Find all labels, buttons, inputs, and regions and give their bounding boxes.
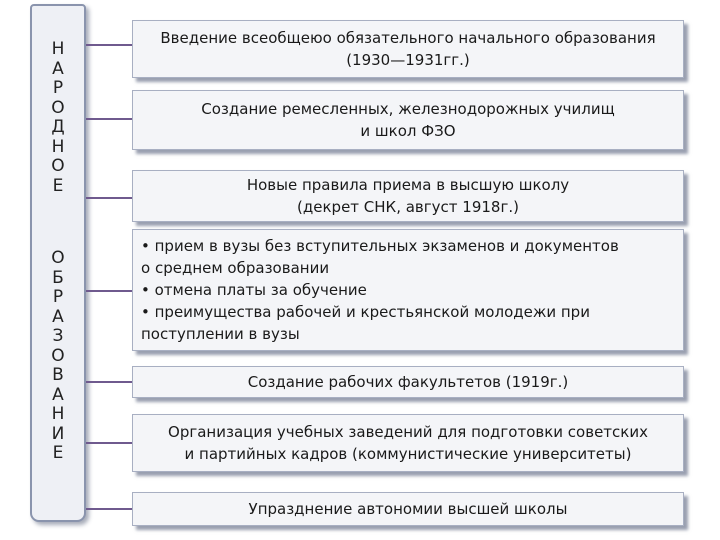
letter: О	[51, 156, 65, 176]
box-text-line: (1930—1931гг.)	[346, 51, 470, 69]
box-text-line: и школ ФЗО	[360, 122, 456, 140]
letter: А	[52, 306, 64, 327]
letter: З	[52, 326, 64, 346]
vertical-title-bar	[30, 4, 86, 522]
box-text-line: • прием в вузы без вступительных экзаменов и документов	[141, 237, 619, 255]
letter: Н	[51, 39, 65, 59]
connector-line	[86, 290, 132, 292]
connector-line	[86, 442, 132, 444]
letter: О	[51, 345, 65, 366]
connector-line	[86, 508, 132, 510]
letter: О	[51, 97, 65, 118]
letter: Д	[51, 117, 65, 137]
box-party-schools	[132, 414, 684, 472]
box-text-line: (декрет СНК, август 1918г.)	[297, 198, 519, 216]
box-text-line: Введение всеобщеюо обязательного начального образования	[160, 29, 656, 47]
box-workers-faculties	[132, 366, 684, 398]
letter: Р	[52, 78, 64, 98]
letter: Р	[52, 287, 64, 307]
box-text-line: Новые правила приема в высшую школу	[246, 176, 570, 194]
letter: Е	[52, 175, 64, 196]
letter: Е	[52, 443, 64, 463]
box-admission-details	[132, 229, 684, 351]
box-admission-rules	[132, 170, 684, 222]
box-text-line: • преимущества рабочей и крестьянской молодежи при	[141, 303, 590, 321]
connector-line	[86, 197, 132, 199]
connector-line	[86, 118, 132, 120]
box-text-line: Создание ремесленных, железнодорожных училищ	[201, 100, 615, 118]
letter: О	[51, 248, 65, 268]
letter: А	[52, 384, 64, 405]
box-universal-primary-education	[132, 20, 684, 78]
letter: В	[52, 365, 64, 385]
box-text-line: поступлении в вузы	[141, 325, 300, 343]
connector-line	[86, 44, 132, 46]
letter: И	[51, 423, 65, 444]
vertical-word-narodnoe	[32, 40, 84, 196]
box-vocational-schools	[132, 90, 684, 150]
box-text-line: • отмена платы за обучение	[141, 281, 367, 299]
vertical-word-obrazovanie	[32, 249, 84, 464]
box-text-line: Создание рабочих факультетов (1919г.)	[247, 373, 569, 391]
box-abolition-autonomy	[132, 492, 684, 526]
connector-line	[86, 381, 132, 383]
letter: Н	[51, 404, 65, 424]
letter: Б	[52, 267, 64, 288]
letter: А	[52, 58, 64, 79]
box-text-line: Организация учебных заведений для подготовки советских	[168, 423, 648, 441]
box-text-line: и партийных кадров (коммунистические университеты)	[184, 445, 632, 463]
box-text-line: о среднем образовании	[141, 259, 330, 277]
box-text-line: Упразднение автономии высшей школы	[248, 500, 568, 518]
letter: Н	[51, 136, 65, 157]
